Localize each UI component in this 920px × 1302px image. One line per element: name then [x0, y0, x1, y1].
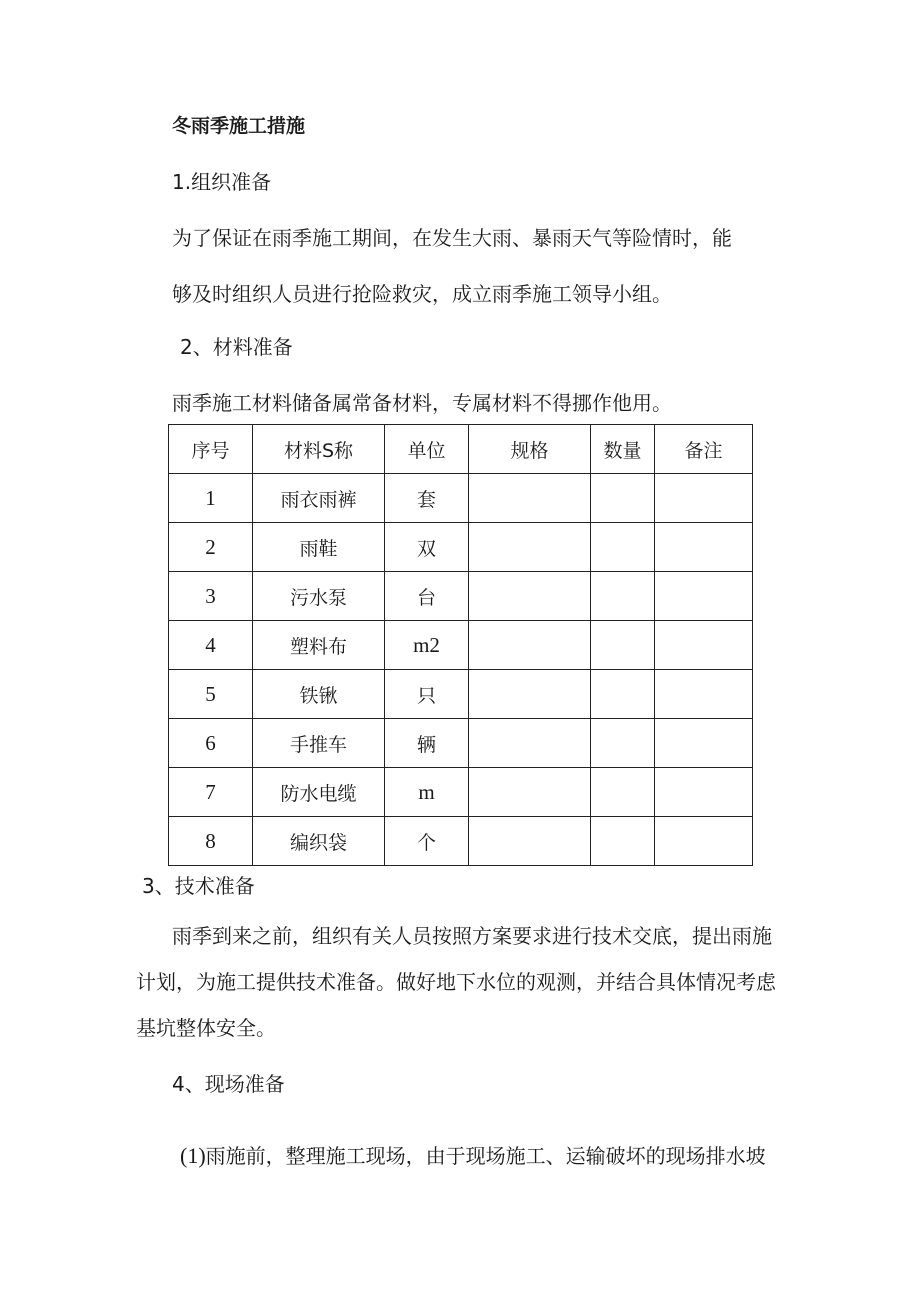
- section-2-heading: 2、材料准备: [180, 335, 293, 359]
- header-cell-material-name: 材料S称: [253, 425, 385, 474]
- cell-spec: [469, 474, 591, 523]
- table-row: [169, 523, 753, 572]
- document-title: 冬雨季施工措施: [172, 115, 306, 137]
- section-3-paragraph-line-2: 计划，为施工提供技术准备。做好地下水位的观测，并结合具体情况考虑: [136, 970, 776, 994]
- section-4-paragraph-text: 雨施前，整理施工现场，由于现场施工、运输破坏的现场排水坡: [205, 1144, 766, 1168]
- cell-material-name: 雨衣雨裤: [253, 474, 385, 523]
- header-cell-unit: 单位: [385, 425, 469, 474]
- cell-spec: [469, 523, 591, 572]
- materials-table: [168, 424, 753, 866]
- cell-spec: [469, 768, 591, 817]
- section-2-paragraph: 雨季施工材料储备属常备材料，专属材料不得挪作他用。: [172, 391, 672, 415]
- cell-quantity: [591, 719, 655, 768]
- table-header-row: [169, 425, 753, 474]
- materials-table-body: [169, 425, 753, 866]
- cell-remarks: [655, 670, 753, 719]
- header-cell-quantity: 数量: [591, 425, 655, 474]
- cell-quantity: [591, 817, 655, 866]
- cell-spec: [469, 719, 591, 768]
- cell-spec: [469, 670, 591, 719]
- cell-material-name: 编织袋: [253, 817, 385, 866]
- cell-index: 3: [169, 572, 253, 621]
- cell-unit: m: [385, 768, 469, 817]
- cell-material-name: 污水泵: [253, 572, 385, 621]
- table-row: [169, 719, 753, 768]
- cell-quantity: [591, 523, 655, 572]
- cell-unit: 双: [385, 523, 469, 572]
- cell-index: 8: [169, 817, 253, 866]
- cell-remarks: [655, 719, 753, 768]
- section-4-paragraph: [180, 1144, 766, 1168]
- cell-index: 4: [169, 621, 253, 670]
- cell-spec: [469, 817, 591, 866]
- cell-index: 1: [169, 474, 253, 523]
- cell-index: 6: [169, 719, 253, 768]
- cell-remarks: [655, 621, 753, 670]
- table-row: [169, 768, 753, 817]
- cell-material-name: 防水电缆: [253, 768, 385, 817]
- section-3-heading: 3、技术准备: [142, 874, 255, 898]
- section-1-paragraph-line-1: 为了保证在雨季施工期间，在发生大雨、暴雨天气等险情时，能: [172, 226, 732, 250]
- cell-remarks: [655, 523, 753, 572]
- cell-quantity: [591, 572, 655, 621]
- section-3-paragraph-line-3: 基坑整体安全。: [136, 1016, 276, 1040]
- section-1-paragraph-line-2: 够及时组织人员进行抢险救灾，成立雨季施工领导小组。: [172, 282, 672, 306]
- cell-quantity: [591, 670, 655, 719]
- cell-unit: 只: [385, 670, 469, 719]
- cell-quantity: [591, 768, 655, 817]
- cell-quantity: [591, 621, 655, 670]
- table-row: [169, 474, 753, 523]
- cell-material-name: 手推车: [253, 719, 385, 768]
- table-row: [169, 670, 753, 719]
- cell-spec: [469, 621, 591, 670]
- list-number: (1): [180, 1143, 206, 1168]
- cell-remarks: [655, 474, 753, 523]
- cell-quantity: [591, 474, 655, 523]
- cell-remarks: [655, 768, 753, 817]
- cell-remarks: [655, 817, 753, 866]
- cell-unit: 个: [385, 817, 469, 866]
- cell-index: 5: [169, 670, 253, 719]
- section-1-heading: 1.组织准备: [172, 170, 272, 194]
- header-cell-remarks: 备注: [655, 425, 753, 474]
- cell-material-name: 塑料布: [253, 621, 385, 670]
- header-cell-index: 序号: [169, 425, 253, 474]
- cell-index: 7: [169, 768, 253, 817]
- cell-index: 2: [169, 523, 253, 572]
- header-cell-spec: 规格: [469, 425, 591, 474]
- cell-material-name: 铁锹: [253, 670, 385, 719]
- cell-spec: [469, 572, 591, 621]
- cell-unit: 辆: [385, 719, 469, 768]
- section-4-heading: 4、现场准备: [172, 1072, 285, 1096]
- cell-remarks: [655, 572, 753, 621]
- table-row: [169, 621, 753, 670]
- cell-material-name: 雨鞋: [253, 523, 385, 572]
- table-row: [169, 572, 753, 621]
- section-3-paragraph-line-1: 雨季到来之前，组织有关人员按照方案要求进行技术交底，提出雨施: [172, 924, 772, 948]
- cell-unit: 套: [385, 474, 469, 523]
- table-row: [169, 817, 753, 866]
- cell-unit: m2: [385, 621, 469, 670]
- cell-unit: 台: [385, 572, 469, 621]
